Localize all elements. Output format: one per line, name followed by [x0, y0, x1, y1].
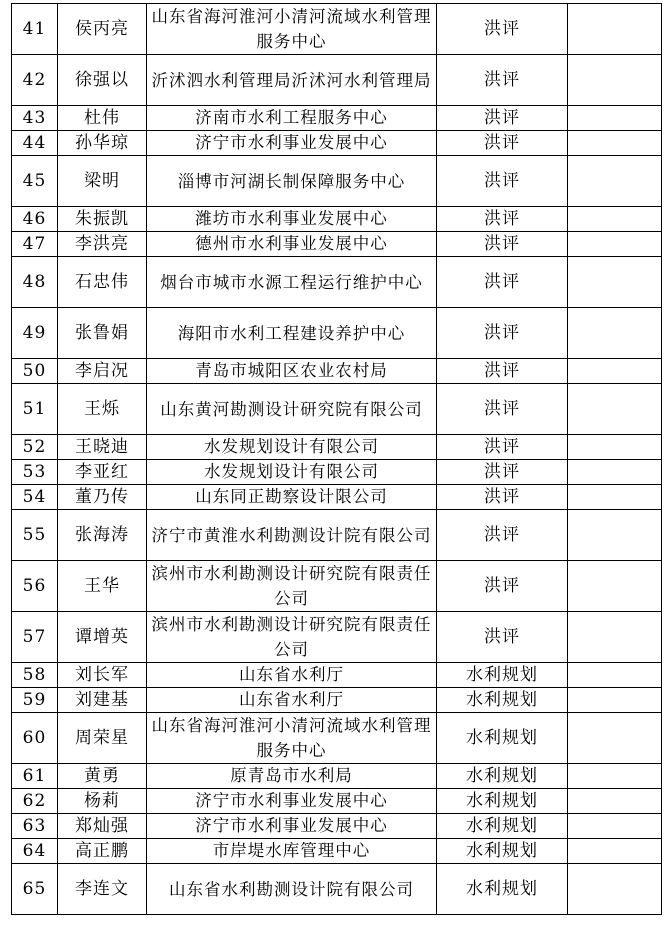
- expert-name: 李启况: [58, 359, 147, 384]
- work-unit: 山东黄河勘测设计研究院有限公司: [147, 384, 437, 435]
- note-cell: [568, 460, 662, 485]
- work-unit: 济南市水利工程服务中心: [147, 106, 437, 131]
- table-row: [12, 106, 662, 131]
- work-unit: 山东省海河淮河小清河流域水利管理服务中心: [147, 713, 437, 764]
- note-cell: [568, 663, 662, 688]
- table-row: [12, 207, 662, 232]
- note-cell: [568, 55, 662, 106]
- note-cell: [568, 864, 662, 915]
- row-number: 52: [12, 435, 58, 460]
- row-number: 64: [12, 839, 58, 864]
- table-row: [12, 460, 662, 485]
- note-cell: [568, 384, 662, 435]
- specialty: 水利规划: [437, 713, 568, 764]
- specialty: 水利规划: [437, 864, 568, 915]
- table-row: [12, 4, 662, 55]
- work-unit: 滨州市水利勘测设计研究院有限责任公司: [147, 561, 437, 612]
- table-row: [12, 688, 662, 713]
- work-unit: 烟台市城市水源工程运行维护中心: [147, 257, 437, 308]
- work-unit: 德州市水利事业发展中心: [147, 232, 437, 257]
- row-number: 41: [12, 4, 58, 55]
- note-cell: [568, 561, 662, 612]
- work-unit: 济宁市水利事业发展中心: [147, 789, 437, 814]
- specialty: 洪评: [437, 485, 568, 510]
- specialty: 洪评: [437, 359, 568, 384]
- expert-name: 李洪亮: [58, 232, 147, 257]
- table-row: [12, 713, 662, 764]
- table-row: [12, 561, 662, 612]
- row-number: 65: [12, 864, 58, 915]
- expert-name: 孙华琼: [58, 131, 147, 156]
- specialty: 洪评: [437, 384, 568, 435]
- work-unit: 水发规划设计有限公司: [147, 460, 437, 485]
- note-cell: [568, 4, 662, 55]
- work-unit: 山东省水利勘测设计院有限公司: [147, 864, 437, 915]
- note-cell: [568, 131, 662, 156]
- table-row: [12, 764, 662, 789]
- note-cell: [568, 232, 662, 257]
- expert-name: 刘建基: [58, 688, 147, 713]
- specialty: 水利规划: [437, 764, 568, 789]
- note-cell: [568, 359, 662, 384]
- work-unit: 海阳市水利工程建设养护中心: [147, 308, 437, 359]
- specialty: 洪评: [437, 131, 568, 156]
- note-cell: [568, 106, 662, 131]
- expert-name: 王华: [58, 561, 147, 612]
- note-cell: [568, 839, 662, 864]
- expert-name: 黄勇: [58, 764, 147, 789]
- work-unit: 淄博市河湖长制保障服务中心: [147, 156, 437, 207]
- specialty: 洪评: [437, 561, 568, 612]
- specialty: 水利规划: [437, 789, 568, 814]
- row-number: 55: [12, 510, 58, 561]
- expert-name: 徐强以: [58, 55, 147, 106]
- specialty: 洪评: [437, 4, 568, 55]
- specialty: 水利规划: [437, 839, 568, 864]
- table-row: [12, 485, 662, 510]
- table-row: [12, 789, 662, 814]
- table-row: [12, 663, 662, 688]
- row-number: 54: [12, 485, 58, 510]
- row-number: 62: [12, 789, 58, 814]
- table-row: [12, 55, 662, 106]
- row-number: 47: [12, 232, 58, 257]
- note-cell: [568, 435, 662, 460]
- row-number: 60: [12, 713, 58, 764]
- specialty: 洪评: [437, 232, 568, 257]
- expert-name: 张鲁娟: [58, 308, 147, 359]
- specialty: 洪评: [437, 308, 568, 359]
- work-unit: 济宁市水利事业发展中心: [147, 814, 437, 839]
- expert-name: 李亚红: [58, 460, 147, 485]
- specialty: 水利规划: [437, 663, 568, 688]
- row-number: 43: [12, 106, 58, 131]
- work-unit: 青岛市城阳区农业农村局: [147, 359, 437, 384]
- work-unit: 滨州市水利勘测设计研究院有限责任公司: [147, 612, 437, 663]
- row-number: 57: [12, 612, 58, 663]
- table-row: [12, 864, 662, 915]
- note-cell: [568, 814, 662, 839]
- expert-name: 王烁: [58, 384, 147, 435]
- row-number: 45: [12, 156, 58, 207]
- work-unit: 潍坊市水利事业发展中心: [147, 207, 437, 232]
- row-number: 51: [12, 384, 58, 435]
- work-unit: 济宁市黄淮水利勘测设计院有限公司: [147, 510, 437, 561]
- specialty: 水利规划: [437, 814, 568, 839]
- note-cell: [568, 156, 662, 207]
- table-row: [12, 156, 662, 207]
- work-unit: 水发规划设计有限公司: [147, 435, 437, 460]
- expert-name: 张海涛: [58, 510, 147, 561]
- work-unit: 山东省海河淮河小清河流域水利管理服务中心: [147, 4, 437, 55]
- specialty: 洪评: [437, 510, 568, 561]
- expert-name: 王晓迪: [58, 435, 147, 460]
- work-unit: 原青岛市水利局: [147, 764, 437, 789]
- specialty: 洪评: [437, 612, 568, 663]
- table-row: [12, 359, 662, 384]
- expert-name: 朱振凯: [58, 207, 147, 232]
- expert-name: 石忠伟: [58, 257, 147, 308]
- work-unit: 市岸堤水库管理中心: [147, 839, 437, 864]
- expert-name: 杨莉: [58, 789, 147, 814]
- specialty: 洪评: [437, 55, 568, 106]
- table-row: [12, 612, 662, 663]
- expert-name: 郑灿强: [58, 814, 147, 839]
- note-cell: [568, 257, 662, 308]
- specialty: 洪评: [437, 257, 568, 308]
- row-number: 46: [12, 207, 58, 232]
- specialty: 水利规划: [437, 688, 568, 713]
- work-unit: 沂沭泗水利管理局沂沭河水利管理局: [147, 55, 437, 106]
- note-cell: [568, 612, 662, 663]
- specialty: 洪评: [437, 460, 568, 485]
- note-cell: [568, 688, 662, 713]
- specialty: 洪评: [437, 435, 568, 460]
- specialty: 洪评: [437, 156, 568, 207]
- table-row: [12, 814, 662, 839]
- row-number: 63: [12, 814, 58, 839]
- row-number: 58: [12, 663, 58, 688]
- row-number: 44: [12, 131, 58, 156]
- row-number: 49: [12, 308, 58, 359]
- note-cell: [568, 764, 662, 789]
- expert-name: 董乃传: [58, 485, 147, 510]
- row-number: 42: [12, 55, 58, 106]
- row-number: 50: [12, 359, 58, 384]
- expert-name: 杜伟: [58, 106, 147, 131]
- table-row: [12, 257, 662, 308]
- note-cell: [568, 510, 662, 561]
- note-cell: [568, 207, 662, 232]
- expert-name: 侯丙亮: [58, 4, 147, 55]
- work-unit: 山东省水利厅: [147, 688, 437, 713]
- row-number: 56: [12, 561, 58, 612]
- specialty: 洪评: [437, 106, 568, 131]
- row-number: 61: [12, 764, 58, 789]
- work-unit: 山东同正勘察设计限公司: [147, 485, 437, 510]
- expert-name: 周荣星: [58, 713, 147, 764]
- expert-name: 梁明: [58, 156, 147, 207]
- expert-name: 高正鹏: [58, 839, 147, 864]
- expert-name: 谭增英: [58, 612, 147, 663]
- table-row: [12, 308, 662, 359]
- note-cell: [568, 713, 662, 764]
- work-unit: 济宁市水利事业发展中心: [147, 131, 437, 156]
- table-row: [12, 131, 662, 156]
- note-cell: [568, 485, 662, 510]
- row-number: 48: [12, 257, 58, 308]
- table-row: [12, 510, 662, 561]
- table-row: [12, 384, 662, 435]
- table-row: [12, 839, 662, 864]
- specialty: 洪评: [437, 207, 568, 232]
- row-number: 53: [12, 460, 58, 485]
- table-row: [12, 232, 662, 257]
- note-cell: [568, 308, 662, 359]
- row-number: 59: [12, 688, 58, 713]
- expert-name: 李连文: [58, 864, 147, 915]
- note-cell: [568, 789, 662, 814]
- expert-list-table: [11, 3, 662, 915]
- expert-name: 刘长军: [58, 663, 147, 688]
- table-row: [12, 435, 662, 460]
- work-unit: 山东省水利厅: [147, 663, 437, 688]
